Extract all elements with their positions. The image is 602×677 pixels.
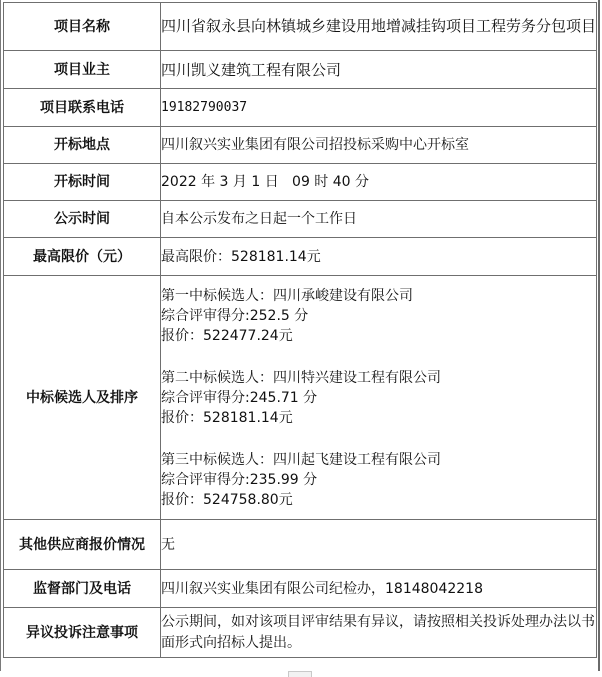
value-contact-phone: 19182790037 <box>161 89 597 127</box>
label-project-owner: 项目业主 <box>4 51 161 89</box>
label-other-suppliers: 其他供应商报价情况 <box>4 520 161 570</box>
value-candidates <box>161 276 597 520</box>
row-other-suppliers <box>4 520 597 570</box>
row-project-name <box>4 3 597 51</box>
value-price-limit: 最高限价：528181.14元 <box>161 238 597 276</box>
sheet-tab-handle <box>288 671 312 677</box>
candidate-item-1 <box>161 286 596 346</box>
bid-result-table <box>3 2 597 658</box>
candidate-score: 综合评审得分:235.99 分 <box>161 471 318 488</box>
row-bid-location <box>4 127 597 164</box>
row-objection <box>4 608 597 658</box>
label-supervision: 监督部门及电话 <box>4 570 161 608</box>
candidate-score: 综合评审得分:245.71 分 <box>161 389 318 406</box>
row-contact-phone <box>4 89 597 127</box>
value-project-name: 四川省叙永县向林镇城乡建设用地增减挂钩项目工程劳务分包项目 <box>161 3 597 51</box>
label-bid-time: 开标时间 <box>4 164 161 201</box>
candidate-name: 第二中标候选人：四川特兴建设工程有限公司 <box>161 369 441 386</box>
row-bid-time <box>4 164 597 201</box>
label-objection: 异议投诉注意事项 <box>4 608 161 658</box>
candidate-list <box>161 281 596 515</box>
value-bid-location: 四川叙兴实业集团有限公司招投标采购中心开标室 <box>161 127 597 164</box>
label-contact-phone: 项目联系电话 <box>4 89 161 127</box>
candidate-name: 第一中标候选人：四川承峻建设有限公司 <box>161 287 413 304</box>
value-bid-time: 2022 年 3 月 1 日 09 时 40 分 <box>161 164 597 201</box>
value-project-owner: 四川凯义建筑工程有限公司 <box>161 51 597 89</box>
candidate-item-3 <box>161 450 596 510</box>
row-project-owner <box>4 51 597 89</box>
candidate-name: 第三中标候选人：四川起飞建设工程有限公司 <box>161 451 441 468</box>
value-other-suppliers: 无 <box>161 520 597 570</box>
value-supervision: 四川叙兴实业集团有限公司纪检办，18148042218 <box>161 570 597 608</box>
candidate-price: 报价：528181.14元 <box>161 409 293 426</box>
label-price-limit: 最高限价（元） <box>4 238 161 276</box>
candidate-item-2 <box>161 368 596 428</box>
value-publicity-period: 自本公示发布之日起一个工作日 <box>161 201 597 238</box>
value-objection: 公示期间，如对该项目评审结果有异议，请按照相关投诉处理办法以书面形式向招标人提出。 <box>161 608 597 658</box>
row-candidates <box>4 276 597 520</box>
label-publicity-period: 公示时间 <box>4 201 161 238</box>
label-project-name: 项目名称 <box>4 3 161 51</box>
candidate-price: 报价：522477.24元 <box>161 327 293 344</box>
label-bid-location: 开标地点 <box>4 127 161 164</box>
label-candidates: 中标候选人及排序 <box>4 276 161 520</box>
row-price-limit <box>4 238 597 276</box>
row-publicity-period <box>4 201 597 238</box>
row-supervision <box>4 570 597 608</box>
candidate-price: 报价：524758.80元 <box>161 491 293 508</box>
candidate-score: 综合评审得分:252.5 分 <box>161 307 309 324</box>
